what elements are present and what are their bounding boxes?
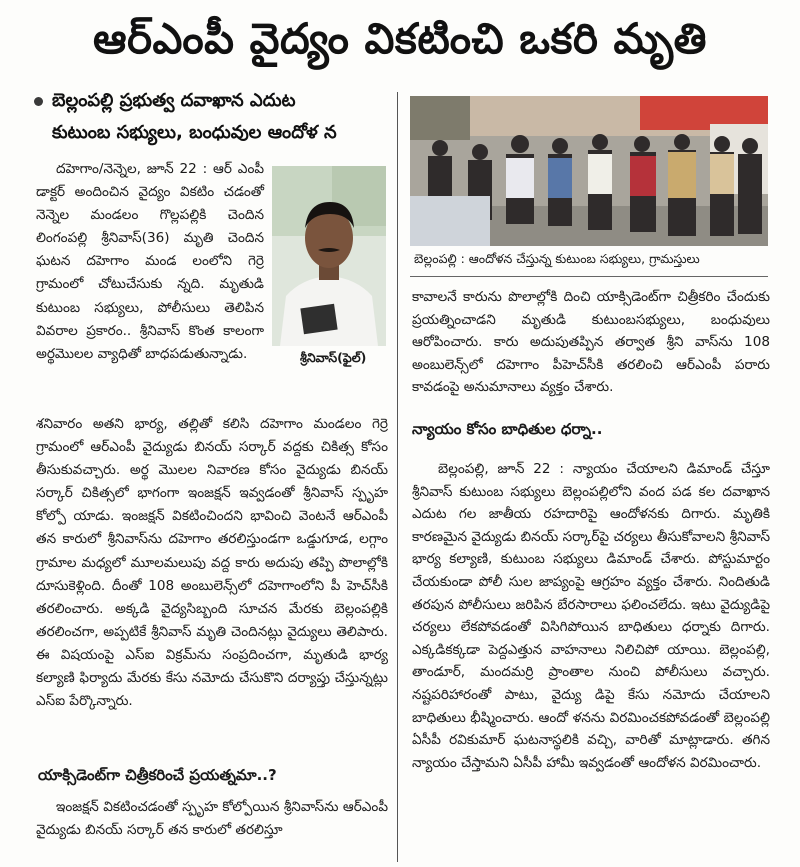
- portrait-caption: శ్రీనివాస్(ఫైల్): [300, 350, 367, 365]
- caption-rule: [410, 276, 768, 277]
- protest-photo: [410, 96, 768, 246]
- bullet-icon: [34, 97, 43, 106]
- photo-caption: బెల్లంపల్లి : ఆందోళన చేస్తున్న కుటుంబ సభ్యులు, గ్రామస్తులు: [414, 251, 700, 266]
- subhead-1: బెల్లంపల్లి ప్రభుత్వ దవాఖాన ఎదుట: [52, 90, 296, 111]
- article-body-left: శనివారం అతని భార్య, తల్లితో కలిసి దహెగాం మండలం గెర్రె గ్రామంలో ఆర్ఎంపీ వైద్యుడు బినయ్ సర్కార్ వద్దకు చికిత్స కోసం తీసుకువచ్చారు. అర్థ మొలల నివారణ కోసం వైద్యుడు బినయ్ సర్కార్ చికిత్సలో భాగంగా ఇంజక్షన్ ఇవ్వడంతో శ్రీనివాస్ స్పృహ కోల్పో యాడు. ఇంజక్షన్ వికటించిందని భావించి వెంటనే ఆర్ఎంపీ తన కారులో శ్రీనివాస్‌ను దహెగాం తరలిస్తుండగా ఒడ్డుగూడ, లగ్గాం గ్రామాల మధ్యలో మూలమలుపు వద్ద కారు అదుపు తప్పి పొలాల్లోకి దూసుకెళ్లింది. దీంతో 108 అంబులెన్స్‌లో దహెగాంలోని పీ హెచ్‌సీకి తరలించారు. అక్కడి వైద్యసిబ్బంది సూచన మేరకు బెల్లంపల్లికి తరలించగా, అప్పటికే శ్రీనివాస్ మృతి చెందినట్లు వైద్యులు తెలిపారు. ఈ విషయంపై ఎస్ఐ విక్రమ్‌ను సంప్రదించగా, మృతుడి భార్య కల్యాణి ఫిర్యాదు మేరకు కేసు నమోదు చేసుకొని దర్యాప్తు చేస్తున్నట్లు ఎస్ఐ పేర్కొన్నారు.: [36, 416, 388, 710]
- subhead-accident: యాక్సిడెంట్‌గా చిత్రీకరించే ప్రయత్నమా..?: [38, 766, 277, 784]
- article-body-right: బెల్లంపల్లి, జూన్ 22 : న్యాయం చేయాలని డిమాండ్ చేస్తూ శ్రీనివాస్ కుటుంబ సభ్యులు బెల్లంపల్లిలోని వంద పడ కల దవాఖాన ఎదుట గల జాతీయ రహదారిపై ఆందోళనకు దిగారు. మృతికి కారణమైన వైద్యుడు బినయ్ సర్కార్‌పై చర్యలు తీసుకోవాలని శ్రీనివాస్ భార్య కల్యాణి, కుటుంబ సభ్యులు డిమాండ్ చేశారు. పోస్టుమార్టం చేయకుండా పోలీ సుల జాప్యంపై ఆగ్రహం వ్యక్తం చేశారు. నిందితుడి తరపున పోలీసులు జరిపిన బేరసారాలు ఫలించలేదు. ఇటు వైద్యుడిపై చర్యలు లేకపోవడంతో విసిగిపోయిన బాధితులు ధర్నాకు దిగారు. ఎక్కడికక్కడా పెద్దఎత్తున వాహనాలు నిలిచిపో యాయి. బెల్లంపల్లి, తాండూర్, మందమర్రి ప్రాంతాల నుంచి పోలీసులు వచ్చారు. నష్టపరిహారంతో పాటు, వైద్యు డిపై కేసు నమోదు చేయాలని బాధితులు భీష్మించారు. ఆందో ళనను విరమించకపోవడంతో బెల్లంపల్లి ఏసీపీ రవికుమార్ ఘటనాస్థలికి వచ్చి, వారితో మాట్లాడారు. తగిన న్యాయం చేస్తామని ఏసీపీ హామీ ఇవ్వడంతో ఆందోళన విరమించారు.: [412, 461, 770, 771]
- subhead-dharna: న్యాయం కోసం బాధితుల ధర్నా..: [412, 420, 603, 438]
- subhead-2: కుటుంబ సభ్యులు, బంధువుల ఆందోళ న: [52, 122, 337, 143]
- article-body-right-top: కావాలనే కారును పొలాల్లోకి దించి యాక్సిడెంట్‌గా చిత్రీకరిం చేందుకు ప్రయత్నించాడని మృతుడి కుటుంబసభ్యులు, బంధువులు ఆరోపించారు. కారు అదుపుతప్పిన తర్వాత శ్రీని వాస్‌ను 108 అంబులెన్స్‌లో దహెగాం పీహెచ్‌సీకి తరలించి ఆర్ఎంపీ పరారు కావడంపై అనుమానాలు వ్యక్తం చేశారు.: [412, 289, 770, 396]
- article-intro-text: దహెగాం/నెన్నెల, జూన్ 22 : ఆర్ ఎంపీ డాక్టర్ అందించిన వైద్యం వికటిం చడంతో నెన్నెల మండలం గొల్లపల్లికి చెందిన లింగంపల్లి శ్రీనివాస్(36) మృతి చెందిన ఘటన దహెగాం మండ లంలోని గెర్రె గ్రామంలో చోటుచేసుకు న్నది. మృతుడి కుటుంబ సభ్యులు, పోలీసులు తెలిపిన వివరాల ప్రకారం.. శ్రీనివాస్ కొంత కాలంగా అర్థమొలల వ్యాధితో బాధపడుతున్నాడు.: [36, 161, 264, 362]
- headline: ఆర్ఎంపీ వైద్యం వికటించి ఒకరి మృతి: [93, 14, 707, 63]
- column-divider: [397, 92, 398, 862]
- portrait-photo: [272, 166, 386, 346]
- article-bottom-left: ఇంజక్షన్ వికటించడంతో స్పృహ కోల్పోయిన శ్రీనివాస్‌ను ఆర్ఎంపీ వైద్యుడు బినయ్ సర్కార్ తన కారులో తరలిస్తూ: [36, 799, 388, 839]
